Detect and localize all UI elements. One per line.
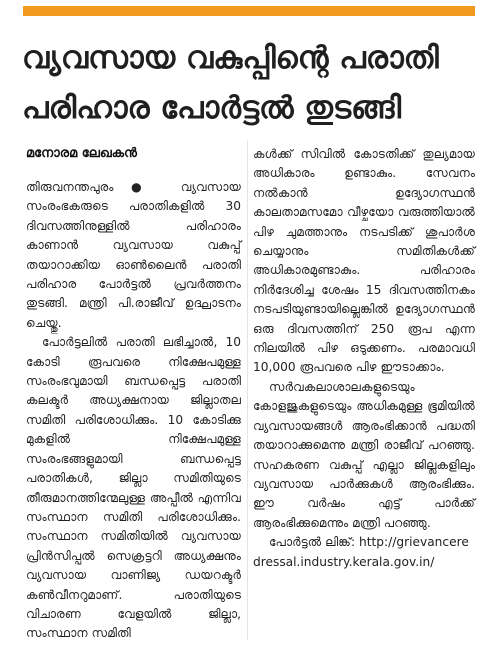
- headline-line-2: പരിഹാര പോർട്ടൽ തുടങ്ങി: [22, 90, 402, 126]
- paragraph-committee-powers: കൾക്ക് സിവിൽ കോടതിക്ക് തുല്യമായ അധികാരം ഉണ്ടാകും. സേവനം നൽകാൻ ഉദ്യോഗസ്ഥൻ കാലതാമസമോ വീഴ്ചയോ വരുത്തിയാൽ പിഴ ചുമത്താനും നടപടിക്ക് ശുപാർശ ചെയ്യാനും സമിതികൾക്ക് അധികാരമുണ്ടാകും. പരിഹാരം നിർദേശിച്ച ശേഷം 15 ദിവസത്തിനകം നടപടിയുണ്ടായില്ലെങ്കിൽ ഉദ്യോഗസ്ഥൻ ഒരു ദിവസത്തിന് 250 രൂപ എന്ന നിലയിൽ പിഴ ഒടുക്കണം. പരമാവധി 10,000 രൂപവരെ പിഴ ഈടാക്കാം.: [253, 147, 475, 375]
- headline: [22, 34, 478, 134]
- portal-link-paragraph: പോർട്ടൽ ലിങ്ക്: http://grievanceredressal.industry.kerala.gov.in/: [253, 535, 469, 569]
- article-column-right: [253, 145, 475, 572]
- paragraph-lead: തിരുവനന്തപുരം● വ്യവസായ സംരംഭകരുടെ പരാതികളിൽ 30 ദിവസത്തിനുള്ളിൽ പരിഹാരം കാണാൻ വ്യവസായ വകുപ്പ് തയാറാക്കിയ ഓൺലൈൻ പരാതി പരിഹാര പോർട്ടൽ പ്രവർത്തനം തുടങ്ങി. മന്ത്രി പി.രാജീവ് ഉദ്ഘാടനം ചെയ്തു.: [26, 180, 241, 330]
- byline: മനോരമ ലേഖകൻ: [26, 146, 137, 161]
- paragraph-portal-process: പോർട്ടലിൽ പരാതി ലഭിച്ചാൽ, 10 കോടി രൂപവരെ നിക്ഷേപമുള്ള സംരംഭവുമായി ബന്ധപ്പെട്ട പരാതി കലക്ടർ അധ്യക്ഷനായ ജില്ലാതല സമിതി പരിശോധിക്കും. 10 കോടിക്കു മുകളിൽ നിക്ഷേപമുള്ള സംരംഭങ്ങളുമായി ബന്ധപ്പെട്ട പരാതികൾ, ജില്ലാ സമിതിയുടെ തീരുമാനത്തിന്മേലുള്ള അപ്പീൽ എന്നിവ സംസ്ഥാന സമിതി പരിശോധിക്കും. സംസ്ഥാന സമിതിയിൽ വ്യവസായ പ്രിൻസിപ്പൽ സെക്രട്ടറി അധ്യക്ഷനും വ്യവസായ വാണിജ്യ ഡയറക്ടർ കൺവീനറുമാണ്. പരാതിയുടെ വിചാരണ വേളയിൽ ജില്ലാ, സംസ്ഥാന സമിതി: [26, 335, 241, 641]
- column-divider: [247, 140, 248, 640]
- paragraph-industrial-parks: സർവകലാശാലകളുടെയും കോളജുകളുടെയും അധികമുള്ള ഭൂമിയിൽ വ്യവസായങ്ങൾ ആരംഭിക്കാൻ പദ്ധതി തയാറാക്കുമെന്നു മന്ത്രി രാജീവ് പറഞ്ഞു. സഹകരണ വകുപ്പ് എല്ലാ ജില്ലകളിലും വ്യവസായ പാർക്കുകൾ ആരംഭിക്കും. ഈ വർഷം എട്ട് പാർക്ക് ആരംഭിക്കുമെന്നും മന്ത്രി പറഞ്ഞു.: [253, 379, 475, 530]
- article-column-left: [26, 178, 241, 644]
- top-accent-bar: [23, 6, 475, 16]
- headline-line-1: വ്യവസായ വകുപ്പിന്റെ പരാതി: [22, 40, 439, 76]
